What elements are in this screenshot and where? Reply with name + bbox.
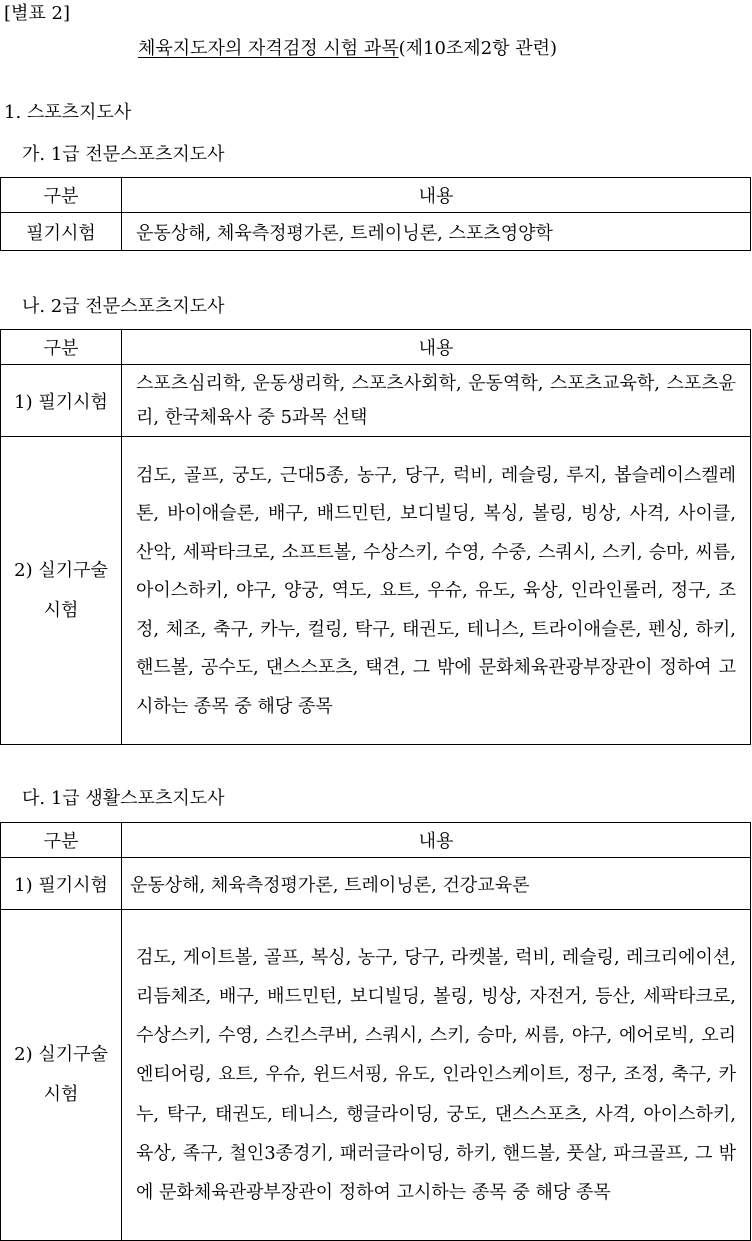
table-header-row <box>1 823 751 858</box>
table-row <box>1 858 751 910</box>
table-row <box>1 365 751 437</box>
header-category: 구분 <box>1 178 122 213</box>
header-content: 내용 <box>122 823 751 858</box>
row-content: 운동상해, 체육측정평가론, 트레이닝론, 건강교육론 <box>122 858 751 910</box>
row-content: 스포츠심리학, 운동생리학, 스포츠사회학, 운동역학, 스포츠교육학, 스포츠윤리, 한국체육사 중 5과목 선택 <box>122 365 751 437</box>
header-content: 내용 <box>122 330 751 365</box>
row-content: 검도, 골프, 궁도, 근대5종, 농구, 당구, 럭비, 레슬링, 루지, 봅슬레이스켈레톤, 바이애슬론, 배구, 배드민턴, 보디빌딩, 복싱, 볼링, 빙상, 사격, 사이클, 산악, 세팍타크로, 소프트볼, 수상스키, 수영, 수중, 스쿼시, 스키, 승마, 씨름, 아이스하키, 야구, 양궁, 역도, 요트, 우슈, 유도, 육상, 인라인롤러, 정구, 조정, 체조, 축구, 카누, 컬링, 탁구, 태권도, 테니스, 트라이애슬론, 펜싱, 하키, 핸드볼, 공수도, 댄스스포츠, 택견, 그 밖에 문화체육관광부장관이 정하여 고시하는 종목 중 해당 종목 <box>122 437 751 745</box>
header-category: 구분 <box>1 330 122 365</box>
row-label-line1: 2) 실기구술 <box>14 559 108 581</box>
row-label <box>1 910 122 1241</box>
table-row <box>1 910 751 1241</box>
header-category: 구분 <box>1 823 122 858</box>
table-grade1-professional <box>0 177 751 251</box>
row-content: 운동상해, 체육측정평가론, 트레이닝론, 스포츠영양학 <box>122 213 751 251</box>
section-heading: 1. 스포츠지도사 <box>4 102 132 123</box>
table-grade1-recreational <box>0 822 751 1241</box>
header-content: 내용 <box>122 178 751 213</box>
table-row <box>1 437 751 745</box>
title-reference: (제10조제2항 관련) <box>398 38 558 59</box>
document-title <box>138 34 557 60</box>
table-row <box>1 213 751 251</box>
row-label: 1) 필기시험 <box>1 858 122 910</box>
table-header-row <box>1 330 751 365</box>
row-label <box>1 437 122 745</box>
row-label: 1) 필기시험 <box>1 365 122 437</box>
row-label-line2: 시험 <box>43 1084 79 1105</box>
row-content: 검도, 게이트볼, 골프, 복싱, 농구, 당구, 라켓볼, 럭비, 레슬링, 레크리에이션, 리듬체조, 배구, 배드민턴, 보디빌딩, 볼링, 빙상, 자전거, 등산, 세팍타크로, 수상스키, 수영, 스킨스쿠버, 스쿼시, 스키, 승마, 씨름, 야구, 에어로빅, 오리엔티어링, 요트, 우슈, 윈드서핑, 유도, 인라인스케이트, 정구, 조정, 축구, 카누, 탁구, 태권도, 테니스, 행글라이딩, 궁도, 댄스스포츠, 사격, 아이스하키, 육상, 족구, 철인3종경기, 패러글라이딩, 하키, 핸드볼, 풋살, 파크골프, 그 밖에 문화체육관광부장관이 정하여 고시하는 종목 중 해당 종목 <box>122 910 751 1241</box>
row-label: 필기시험 <box>1 213 122 251</box>
subsection-heading-ga: 가. 1급 전문스포츠지도사 <box>22 144 225 165</box>
subsection-heading-da: 다. 1급 생활스포츠지도사 <box>22 788 225 809</box>
row-label-line1: 2) 실기구술 <box>14 1044 108 1065</box>
table-header-row <box>1 178 751 213</box>
table-grade2-professional <box>0 329 751 745</box>
subsection-heading-na: 나. 2급 전문스포츠지도사 <box>22 296 225 317</box>
row-label-line2: 시험 <box>43 599 79 621</box>
appendix-tag: [별표 2] <box>4 3 70 24</box>
title-main: 체육지도자의 자격검정 시험 과목 <box>138 38 399 59</box>
